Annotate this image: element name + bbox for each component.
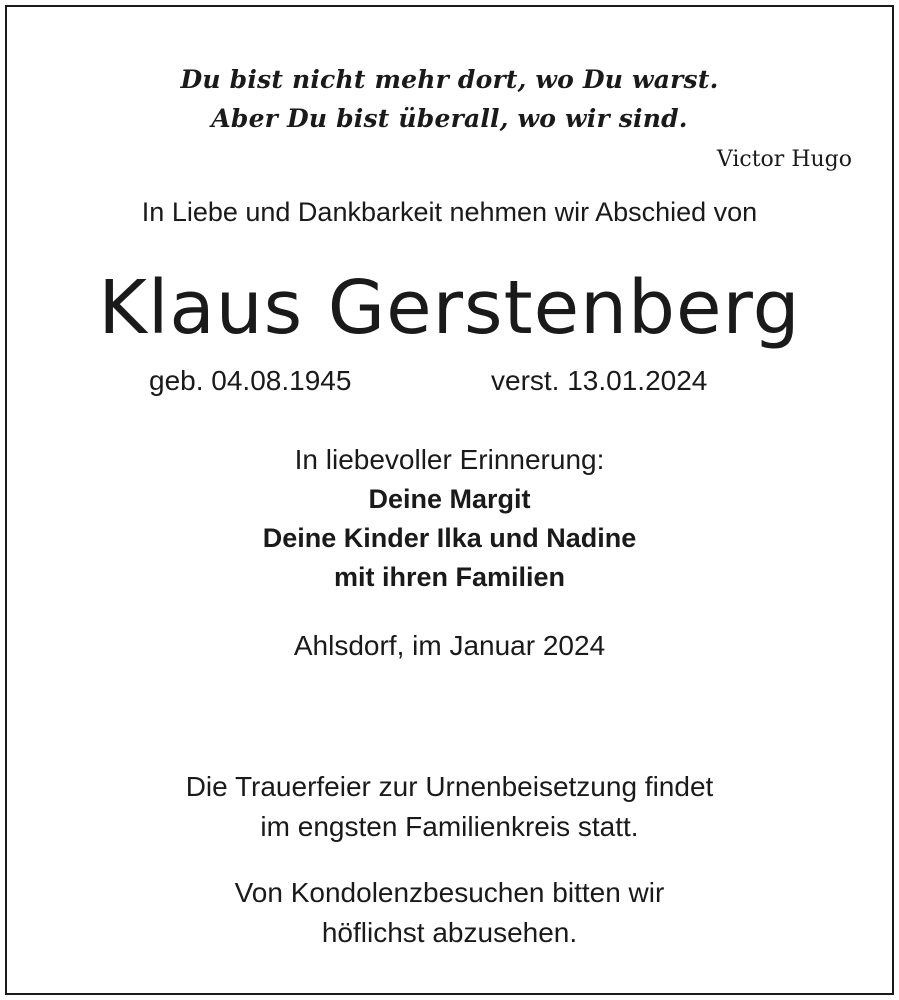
mourner-line-1: Deine Margit xyxy=(368,484,531,514)
quote-line-2: Aber Du bist überall, wo wir sind. xyxy=(211,104,688,133)
condolence-line-1: Von Kondolenzbesuchen bitten wir xyxy=(234,877,665,908)
obituary-frame xyxy=(5,5,894,995)
condolence-line-2: höflichst abzusehen. xyxy=(321,917,578,948)
quote-line-1: Du bist nicht mehr dort, wo Du warst. xyxy=(180,65,719,94)
place-date: Ahlsdorf, im Januar 2024 xyxy=(293,630,606,661)
mourner-line-3: mit ihren Familien xyxy=(333,562,566,592)
death-date: verst. 13.01.2024 xyxy=(491,365,708,396)
mourners-heading: In liebevoller Erinnerung: xyxy=(294,444,605,475)
quote-author: Victor Hugo xyxy=(716,147,852,172)
ceremony-line-2: im engsten Familienkreis statt. xyxy=(260,811,639,842)
birth-date: geb. 04.08.1945 xyxy=(149,365,352,396)
intro-text: In Liebe und Dankbarkeit nehmen wir Abschied von xyxy=(141,197,758,227)
mourner-line-2: Deine Kinder Ilka und Nadine xyxy=(262,523,637,553)
deceased-name: Klaus Gerstenberg xyxy=(98,265,801,351)
ceremony-line-1: Die Trauerfeier zur Urnenbeisetzung findet xyxy=(185,771,714,802)
